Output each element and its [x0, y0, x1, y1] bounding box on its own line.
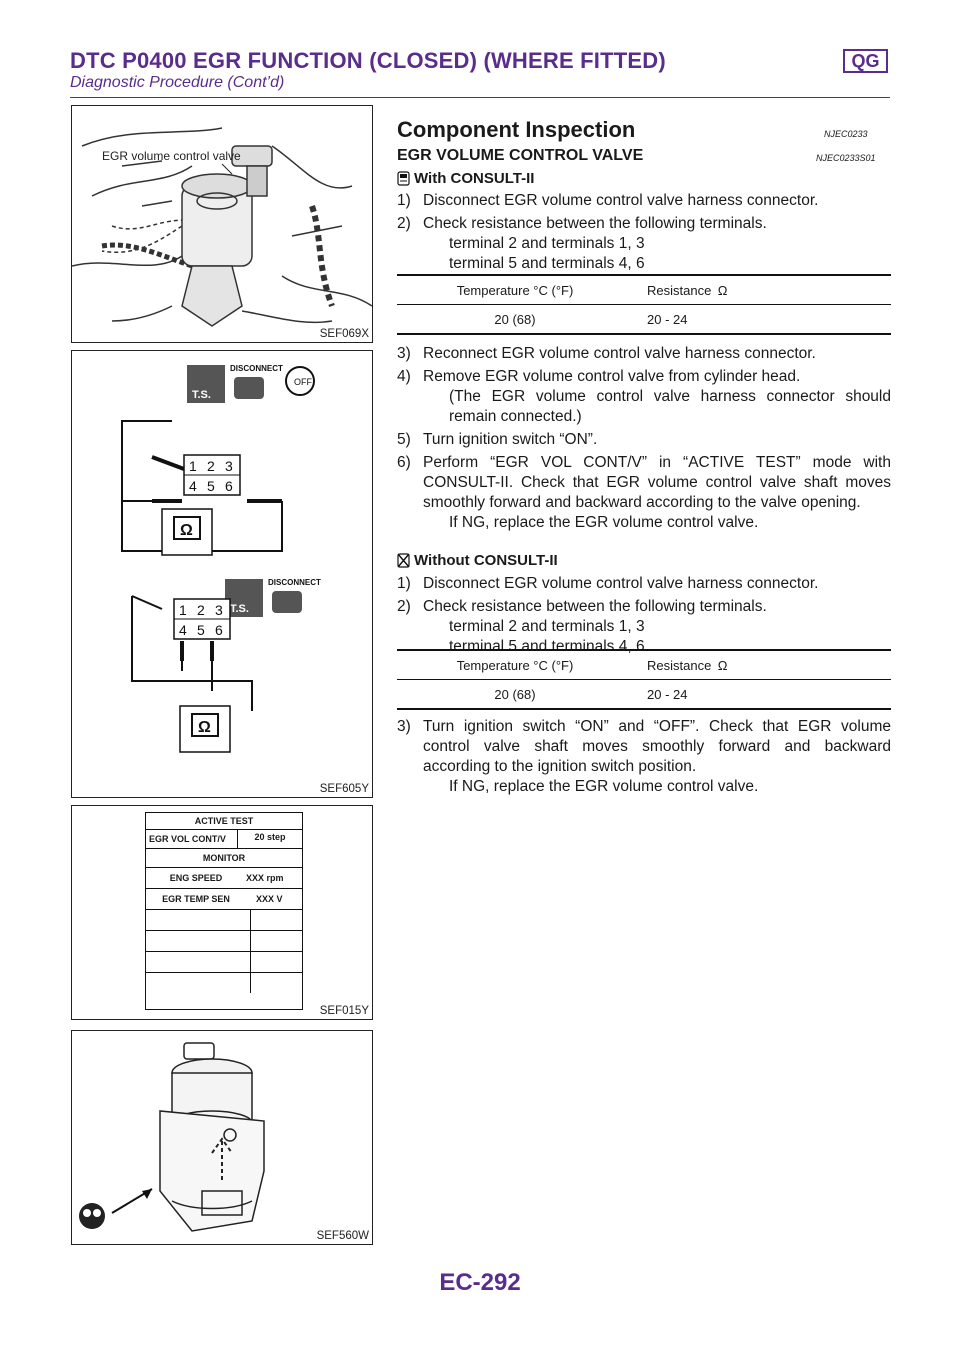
no-consult-icon — [397, 553, 410, 568]
svg-text:DISCONNECT: DISCONNECT — [230, 364, 283, 373]
svg-text:OFF: OFF — [294, 377, 312, 387]
resistance-spec-table: Temperature °C (°F) Resistance Ω 20 (68) 20 - 24 — [397, 649, 891, 710]
svg-text:1: 1 — [189, 458, 197, 474]
svg-text:Ω: Ω — [198, 719, 211, 736]
figure-egr-valve-location — [71, 105, 373, 343]
figure-code: SEF605Y — [319, 783, 369, 795]
svg-text:5: 5 — [197, 622, 205, 638]
svg-text:2: 2 — [197, 602, 205, 618]
svg-text:Ω: Ω — [180, 522, 193, 539]
without-consult-heading: Without CONSULT-II — [397, 552, 558, 569]
header-divider — [70, 97, 890, 98]
test-item-row: EGR VOL CONT/V 20 step — [146, 830, 302, 849]
engine-code-badge: QG — [843, 49, 888, 73]
consult-icon — [397, 171, 410, 186]
subsection-ref: NJEC0233S01 — [816, 153, 876, 163]
svg-text:T.S.: T.S. — [230, 603, 249, 615]
svg-text:1: 1 — [179, 602, 187, 618]
section-title: Component Inspection — [397, 117, 636, 142]
figure-valve-shaft-check — [71, 1030, 373, 1245]
monitor-header: MONITOR — [146, 849, 302, 868]
subsection-title: EGR VOLUME CONTROL VALVE — [397, 147, 644, 164]
figure-code: SEF069X — [319, 328, 369, 340]
figure-code: SEF015Y — [319, 1005, 369, 1017]
page-number: EC-292 — [439, 1269, 521, 1296]
section-ref: NJEC0233 — [824, 129, 868, 139]
svg-text:2: 2 — [207, 458, 215, 474]
svg-text:4: 4 — [189, 478, 197, 494]
step-item: 6) Perform “EGR VOL CONT/V” in “ACTIVE TEST” mode with CONSULT-II. Check that EGR volume control valve shaft moves smoothly forward and backward according to the valve opening. If NG, replace the EGR volume control valve. — [397, 454, 891, 531]
step-item: 3) Reconnect EGR volume control valve harness connector. — [397, 345, 816, 362]
figure-code: SEF560W — [316, 1230, 369, 1242]
figure-resistance-check — [71, 350, 373, 798]
disconnect-icon — [272, 591, 302, 613]
egr-valve-callout: EGR volume control valve — [102, 149, 241, 163]
eyes-icon — [79, 1203, 105, 1229]
resistance-check-diagram — [72, 351, 372, 797]
page-header-subtitle: Diagnostic Procedure (Cont’d) — [70, 74, 285, 91]
step-item: 1) Disconnect EGR volume control valve harness connector. — [397, 192, 819, 209]
engine-bay-illustration — [72, 106, 372, 342]
svg-text:6: 6 — [225, 478, 233, 494]
active-test-header: ACTIVE TEST — [146, 813, 302, 830]
resistance-spec-table: Temperature °C (°F) Resistance Ω 20 (68) 20 - 24 — [397, 274, 891, 335]
step-item: 4) Remove EGR volume control valve from cylinder head. (The EGR volume control valve harness connector should remain connected.) — [397, 368, 891, 425]
page-header-title: DTC P0400 EGR FUNCTION (CLOSED) (WHERE FITTED) — [70, 48, 666, 73]
step-item: 2) Check resistance between the following terminals. terminal 2 and terminals 1, 3 terminal 5 and terminals 4, 6 — [397, 215, 767, 272]
step-item: 5) Turn ignition switch “ON”. — [397, 431, 598, 448]
svg-text:5: 5 — [207, 478, 215, 494]
step-item: 2) Check resistance between the following terminals. terminal 2 and terminals 1, 3 terminal 5 and terminals 4, 6 — [397, 598, 767, 655]
figure-consult-active-test — [71, 805, 373, 1020]
svg-text:6: 6 — [215, 622, 223, 638]
valve-illustration — [72, 1031, 372, 1244]
svg-text:3: 3 — [215, 602, 223, 618]
disconnect-icon — [234, 377, 264, 399]
with-consult-heading: With CONSULT-II — [397, 170, 534, 187]
monitor-row: ENG SPEED XXX rpm — [146, 868, 302, 889]
svg-text:T.S.: T.S. — [192, 389, 211, 401]
svg-text:DISCONNECT: DISCONNECT — [268, 578, 321, 587]
svg-text:4: 4 — [179, 622, 187, 638]
step-item: 3) Turn ignition switch “ON” and “OFF”. Check that EGR volume control valve shaft moves smoothly forward and backward according to the ignition switch position. If NG, replace the EGR volume control valve. — [397, 718, 891, 795]
consult-screen — [145, 812, 303, 1010]
monitor-row: EGR TEMP SEN XXX V — [146, 889, 302, 910]
svg-text:3: 3 — [225, 458, 233, 474]
step-item: 1) Disconnect EGR volume control valve harness connector. — [397, 575, 819, 592]
